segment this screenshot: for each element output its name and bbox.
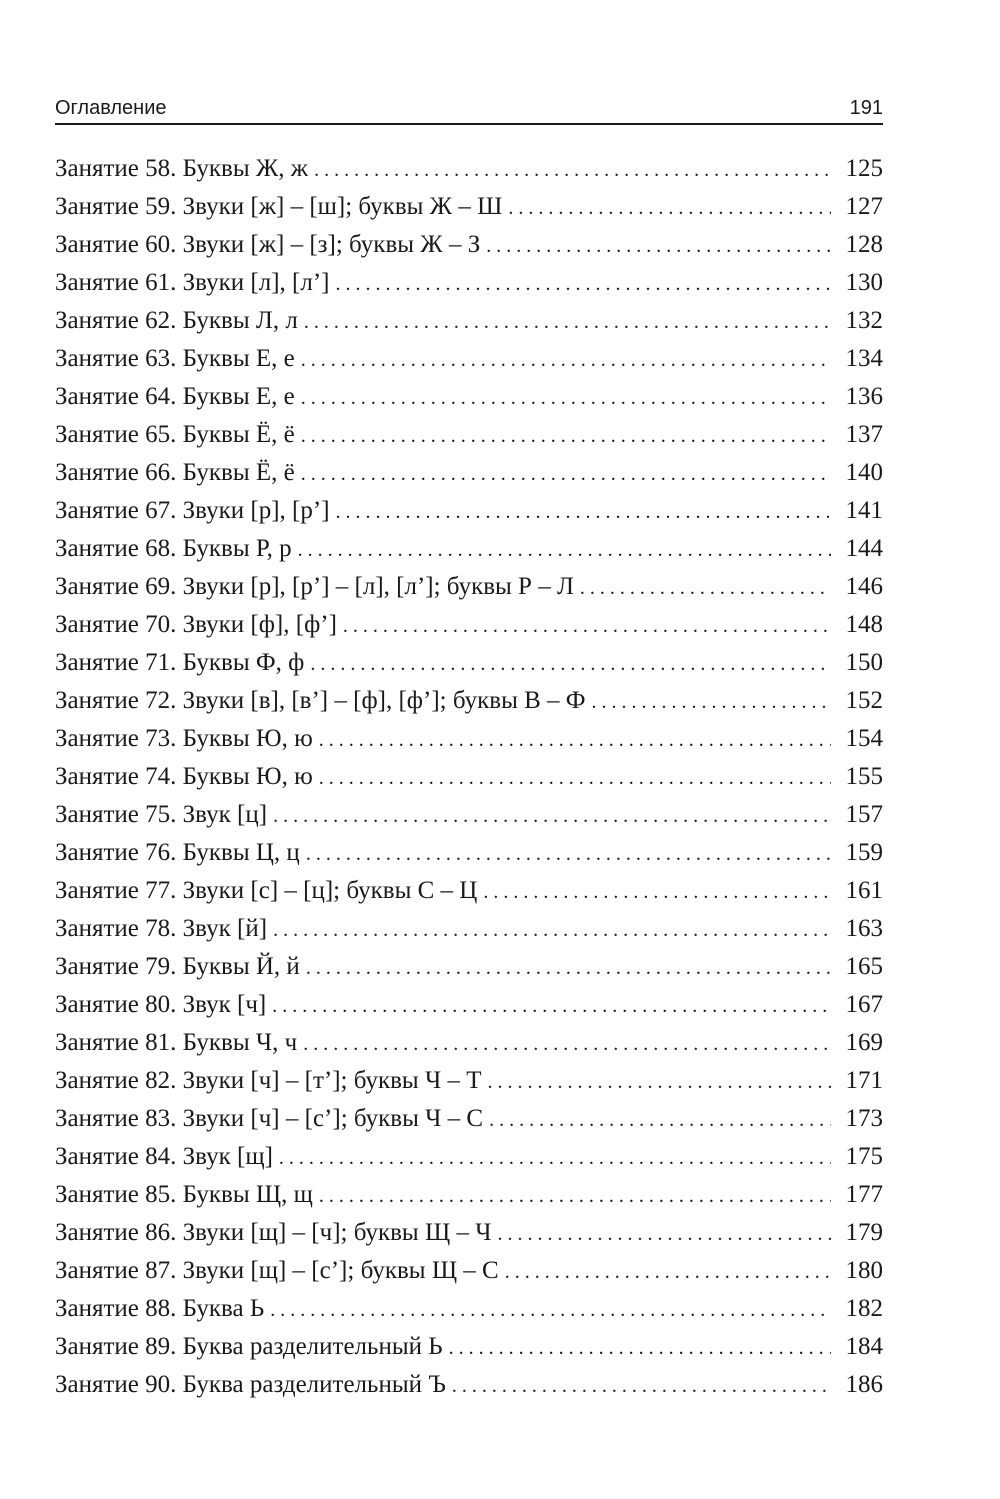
toc-entry bbox=[55, 763, 883, 801]
toc-entry-title: Занятие 76. Буквы Ц, ц bbox=[55, 839, 300, 866]
toc-entry-title: Занятие 58. Буквы Ж, ж bbox=[55, 155, 309, 182]
dot-leader bbox=[270, 1299, 831, 1322]
toc-entry-page: 173 bbox=[845, 1105, 883, 1132]
toc-entry bbox=[55, 345, 883, 383]
toc-entry-title: Занятие 90. Буква разделительный Ъ bbox=[55, 1371, 446, 1398]
toc-entry-page: 155 bbox=[845, 763, 883, 790]
toc-entry-title: Занятие 63. Буквы Е, е bbox=[55, 345, 295, 372]
toc-entry bbox=[55, 1295, 883, 1333]
dot-leader bbox=[272, 995, 831, 1018]
toc-entry-title: Занятие 68. Буквы Р, р bbox=[55, 535, 292, 562]
toc-entry-page: 182 bbox=[845, 1295, 883, 1322]
toc-entry-page: 152 bbox=[845, 687, 883, 714]
toc-entry-page: 175 bbox=[845, 1143, 883, 1170]
dot-leader bbox=[452, 1375, 831, 1398]
toc-entry-page: 163 bbox=[845, 915, 883, 942]
dot-leader bbox=[301, 387, 831, 410]
toc-entry bbox=[55, 1105, 883, 1143]
toc-entry-title: Занятие 89. Буква разделительный Ь bbox=[55, 1333, 443, 1360]
section-title: Оглавление bbox=[55, 97, 167, 119]
toc-entry bbox=[55, 725, 883, 763]
toc-entry-title: Занятие 87. Звуки [щ] – [с’]; буквы Щ – С bbox=[55, 1257, 499, 1284]
toc-entry-page: 159 bbox=[845, 839, 883, 866]
toc-entry bbox=[55, 915, 883, 953]
toc-entry-page: 136 bbox=[845, 383, 883, 410]
toc-entry-page: 184 bbox=[845, 1333, 883, 1360]
toc-entry bbox=[55, 231, 883, 269]
toc-entry-title: Занятие 70. Звуки [ф], [ф’] bbox=[55, 611, 337, 638]
toc-entry bbox=[55, 687, 883, 725]
toc-entry-page: 177 bbox=[845, 1181, 883, 1208]
toc-entry-page: 146 bbox=[845, 573, 883, 600]
toc-entry bbox=[55, 497, 883, 535]
toc-entry-title: Занятие 69. Звуки [р], [р’] – [л], [л’]; буквы Р – Л bbox=[55, 573, 574, 600]
table-of-contents bbox=[55, 155, 883, 1409]
page-number: 191 bbox=[849, 97, 883, 119]
dot-leader bbox=[298, 539, 831, 562]
toc-entry bbox=[55, 801, 883, 839]
dot-leader bbox=[497, 1223, 831, 1246]
dot-leader bbox=[449, 1337, 831, 1360]
toc-entry bbox=[55, 307, 883, 345]
dot-leader bbox=[301, 463, 831, 486]
toc-entry-page: 165 bbox=[845, 953, 883, 980]
toc-entry-page: 141 bbox=[845, 497, 883, 524]
toc-entry bbox=[55, 611, 883, 649]
dot-leader bbox=[580, 577, 831, 600]
dot-leader bbox=[306, 957, 831, 980]
dot-leader bbox=[343, 615, 831, 638]
toc-entry-page: 180 bbox=[845, 1257, 883, 1284]
toc-entry bbox=[55, 421, 883, 459]
toc-entry bbox=[55, 953, 883, 991]
dot-leader bbox=[319, 729, 831, 752]
toc-entry bbox=[55, 1219, 883, 1257]
toc-entry-page: 144 bbox=[845, 535, 883, 562]
toc-entry-title: Занятие 62. Буквы Л, л bbox=[55, 307, 298, 334]
toc-entry-title: Занятие 59. Звуки [ж] – [ш]; буквы Ж – Ш bbox=[55, 193, 503, 220]
dot-leader bbox=[304, 311, 831, 334]
toc-entry-page: 132 bbox=[845, 307, 883, 334]
toc-entry-title: Занятие 71. Буквы Ф, ф bbox=[55, 649, 305, 676]
toc-entry-page: 150 bbox=[845, 649, 883, 676]
toc-entry bbox=[55, 1067, 883, 1105]
dot-leader bbox=[310, 653, 831, 676]
dot-leader bbox=[483, 881, 831, 904]
toc-entry bbox=[55, 877, 883, 915]
dot-leader bbox=[303, 1033, 831, 1056]
toc-entry-title: Занятие 74. Буквы Ю, ю bbox=[55, 763, 313, 790]
dot-leader bbox=[273, 919, 831, 942]
toc-entry-title: Занятие 78. Звук [й] bbox=[55, 915, 268, 942]
toc-entry bbox=[55, 155, 883, 193]
toc-entry-title: Занятие 83. Звуки [ч] – [с’]; буквы Ч – С bbox=[55, 1105, 484, 1132]
toc-entry bbox=[55, 269, 883, 307]
toc-entry bbox=[55, 649, 883, 687]
toc-entry bbox=[55, 459, 883, 497]
toc-entry bbox=[55, 1029, 883, 1067]
toc-entry bbox=[55, 991, 883, 1029]
toc-entry bbox=[55, 1257, 883, 1295]
toc-entry-title: Занятие 75. Звук [ц] bbox=[55, 801, 268, 828]
dot-leader bbox=[319, 767, 831, 790]
toc-entry-page: 186 bbox=[845, 1371, 883, 1398]
toc-entry bbox=[55, 839, 883, 877]
toc-entry bbox=[55, 383, 883, 421]
dot-leader bbox=[279, 1147, 831, 1170]
toc-entry-page: 140 bbox=[845, 459, 883, 486]
running-header bbox=[55, 86, 883, 120]
toc-entry-title: Занятие 81. Буквы Ч, ч bbox=[55, 1029, 298, 1056]
dot-leader bbox=[508, 197, 831, 220]
toc-entry-title: Занятие 67. Звуки [р], [р’] bbox=[55, 497, 330, 524]
toc-entry bbox=[55, 1371, 883, 1409]
toc-entry-page: 125 bbox=[845, 155, 883, 182]
toc-entry-title: Занятие 85. Буквы Щ, щ bbox=[55, 1181, 313, 1208]
toc-entry bbox=[55, 193, 883, 231]
toc-entry-title: Занятие 82. Звуки [ч] – [т’]; буквы Ч – Т bbox=[55, 1067, 482, 1094]
toc-entry bbox=[55, 1143, 883, 1181]
toc-entry-page: 157 bbox=[845, 801, 883, 828]
dot-leader bbox=[592, 691, 831, 714]
toc-entry-page: 161 bbox=[845, 877, 883, 904]
toc-entry-page: 130 bbox=[845, 269, 883, 296]
dot-leader bbox=[505, 1261, 831, 1284]
toc-entry-title: Занятие 86. Звуки [щ] – [ч]; буквы Щ – Ч bbox=[55, 1219, 492, 1246]
toc-entry-page: 154 bbox=[845, 725, 883, 752]
dot-leader bbox=[486, 235, 831, 258]
dot-leader bbox=[336, 501, 831, 524]
dot-leader bbox=[335, 273, 831, 296]
toc-entry-title: Занятие 84. Звук [щ] bbox=[55, 1143, 273, 1170]
toc-entry-title: Занятие 79. Буквы Й, й bbox=[55, 953, 300, 980]
toc-entry-title: Занятие 88. Буква Ь bbox=[55, 1295, 265, 1322]
toc-entry-page: 179 bbox=[845, 1219, 883, 1246]
toc-entry-title: Занятие 65. Буквы Ё, ё bbox=[55, 421, 295, 448]
header-rule bbox=[55, 123, 883, 125]
toc-entry bbox=[55, 535, 883, 573]
dot-leader bbox=[301, 425, 831, 448]
toc-entry-page: 134 bbox=[845, 345, 883, 372]
toc-entry bbox=[55, 1181, 883, 1219]
dot-leader bbox=[314, 159, 831, 182]
dot-leader bbox=[273, 805, 831, 828]
toc-entry-page: 169 bbox=[845, 1029, 883, 1056]
toc-entry-title: Занятие 66. Буквы Ё, ё bbox=[55, 459, 295, 486]
dot-leader bbox=[488, 1071, 831, 1094]
toc-entry-page: 128 bbox=[845, 231, 883, 258]
dot-leader bbox=[319, 1185, 831, 1208]
dot-leader bbox=[489, 1109, 831, 1132]
toc-entry-page: 167 bbox=[845, 991, 883, 1018]
toc-entry bbox=[55, 573, 883, 611]
dot-leader bbox=[306, 843, 831, 866]
toc-entry-title: Занятие 72. Звуки [в], [в’] – [ф], [ф’]; буквы В – Ф bbox=[55, 687, 586, 714]
toc-entry-title: Занятие 60. Звуки [ж] – [з]; буквы Ж – З bbox=[55, 231, 481, 258]
toc-entry bbox=[55, 1333, 883, 1371]
dot-leader bbox=[301, 349, 831, 372]
toc-entry-title: Занятие 61. Звуки [л], [л’] bbox=[55, 269, 330, 296]
toc-entry-title: Занятие 80. Звук [ч] bbox=[55, 991, 267, 1018]
toc-entry-page: 137 bbox=[845, 421, 883, 448]
toc-entry-page: 148 bbox=[845, 611, 883, 638]
toc-entry-title: Занятие 64. Буквы Е, е bbox=[55, 383, 295, 410]
toc-entry-page: 171 bbox=[845, 1067, 883, 1094]
toc-entry-title: Занятие 77. Звуки [с] – [ц]; буквы С – Ц bbox=[55, 877, 478, 904]
toc-entry-page: 127 bbox=[845, 193, 883, 220]
toc-entry-title: Занятие 73. Буквы Ю, ю bbox=[55, 725, 313, 752]
